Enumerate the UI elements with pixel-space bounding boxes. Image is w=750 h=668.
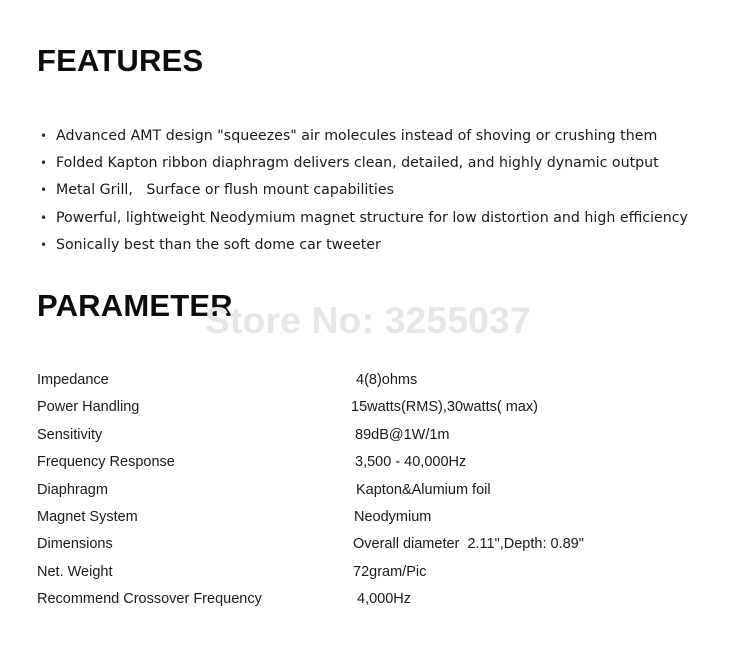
features-list bbox=[40, 122, 688, 258]
bullet-icon: • bbox=[40, 155, 48, 170]
parameter-value: Kapton&Alumium foil bbox=[356, 481, 491, 498]
parameter-label: Power Handling bbox=[37, 399, 140, 416]
parameter-row bbox=[37, 504, 717, 531]
feature-text: Advanced AMT design "squeezes" air molecules instead of shoving or crushing them bbox=[56, 127, 658, 144]
store-watermark: Store No: 3255037 bbox=[205, 300, 531, 341]
feature-text: Metal Grill, Surface or flush mount capabilities bbox=[56, 182, 394, 199]
parameter-value: 4,000Hz bbox=[357, 591, 412, 608]
bullet-icon: • bbox=[40, 237, 48, 252]
parameter-row bbox=[37, 477, 717, 504]
feature-text: Sonically best than the soft dome car tweeter bbox=[56, 236, 381, 253]
parameter-value: 3,500 - 40,000Hz bbox=[355, 454, 467, 471]
features-heading: FEATURES bbox=[37, 43, 204, 78]
feature-item bbox=[40, 149, 688, 176]
parameter-value: Overall diameter 2.11",Depth: 0.89" bbox=[353, 536, 584, 553]
parameter-label: Sensitivity bbox=[37, 426, 103, 443]
parameter-label: Diaphragm bbox=[37, 481, 108, 498]
feature-item bbox=[40, 177, 688, 204]
parameter-row bbox=[37, 586, 717, 613]
parameter-label: Net. Weight bbox=[37, 563, 113, 580]
bullet-icon: • bbox=[40, 128, 48, 143]
parameter-value: 72gram/Pic bbox=[353, 563, 427, 580]
feature-item bbox=[40, 204, 688, 231]
parameter-row bbox=[37, 449, 717, 476]
parameter-table bbox=[37, 367, 717, 614]
parameter-row bbox=[37, 394, 717, 421]
bullet-icon: • bbox=[40, 183, 48, 198]
parameter-row bbox=[37, 367, 717, 394]
parameter-row bbox=[37, 422, 717, 449]
parameter-label: Frequency Response bbox=[37, 454, 175, 471]
parameter-label: Impedance bbox=[37, 372, 109, 388]
parameter-heading: PARAMETER bbox=[37, 288, 233, 323]
parameter-value: 15watts(RMS),30watts( max) bbox=[351, 399, 538, 416]
parameter-label: Dimensions bbox=[37, 536, 113, 553]
bullet-icon: • bbox=[40, 210, 48, 225]
feature-item bbox=[40, 231, 688, 258]
feature-text: Folded Kapton ribbon diaphragm delivers clean, detailed, and highly dynamic output bbox=[56, 154, 659, 171]
parameter-label: Magnet System bbox=[37, 508, 138, 525]
parameter-row bbox=[37, 559, 717, 586]
parameter-value: 4(8)ohms bbox=[356, 372, 418, 388]
parameter-row bbox=[37, 531, 717, 558]
parameter-value: Neodymium bbox=[354, 508, 432, 525]
feature-text: Powerful, lightweight Neodymium magnet structure for low distortion and high efficiency bbox=[56, 209, 688, 226]
feature-item bbox=[40, 122, 688, 149]
parameter-value: 89dB@1W/1m bbox=[355, 426, 450, 443]
parameter-label: Recommend Crossover Frequency bbox=[37, 591, 262, 608]
